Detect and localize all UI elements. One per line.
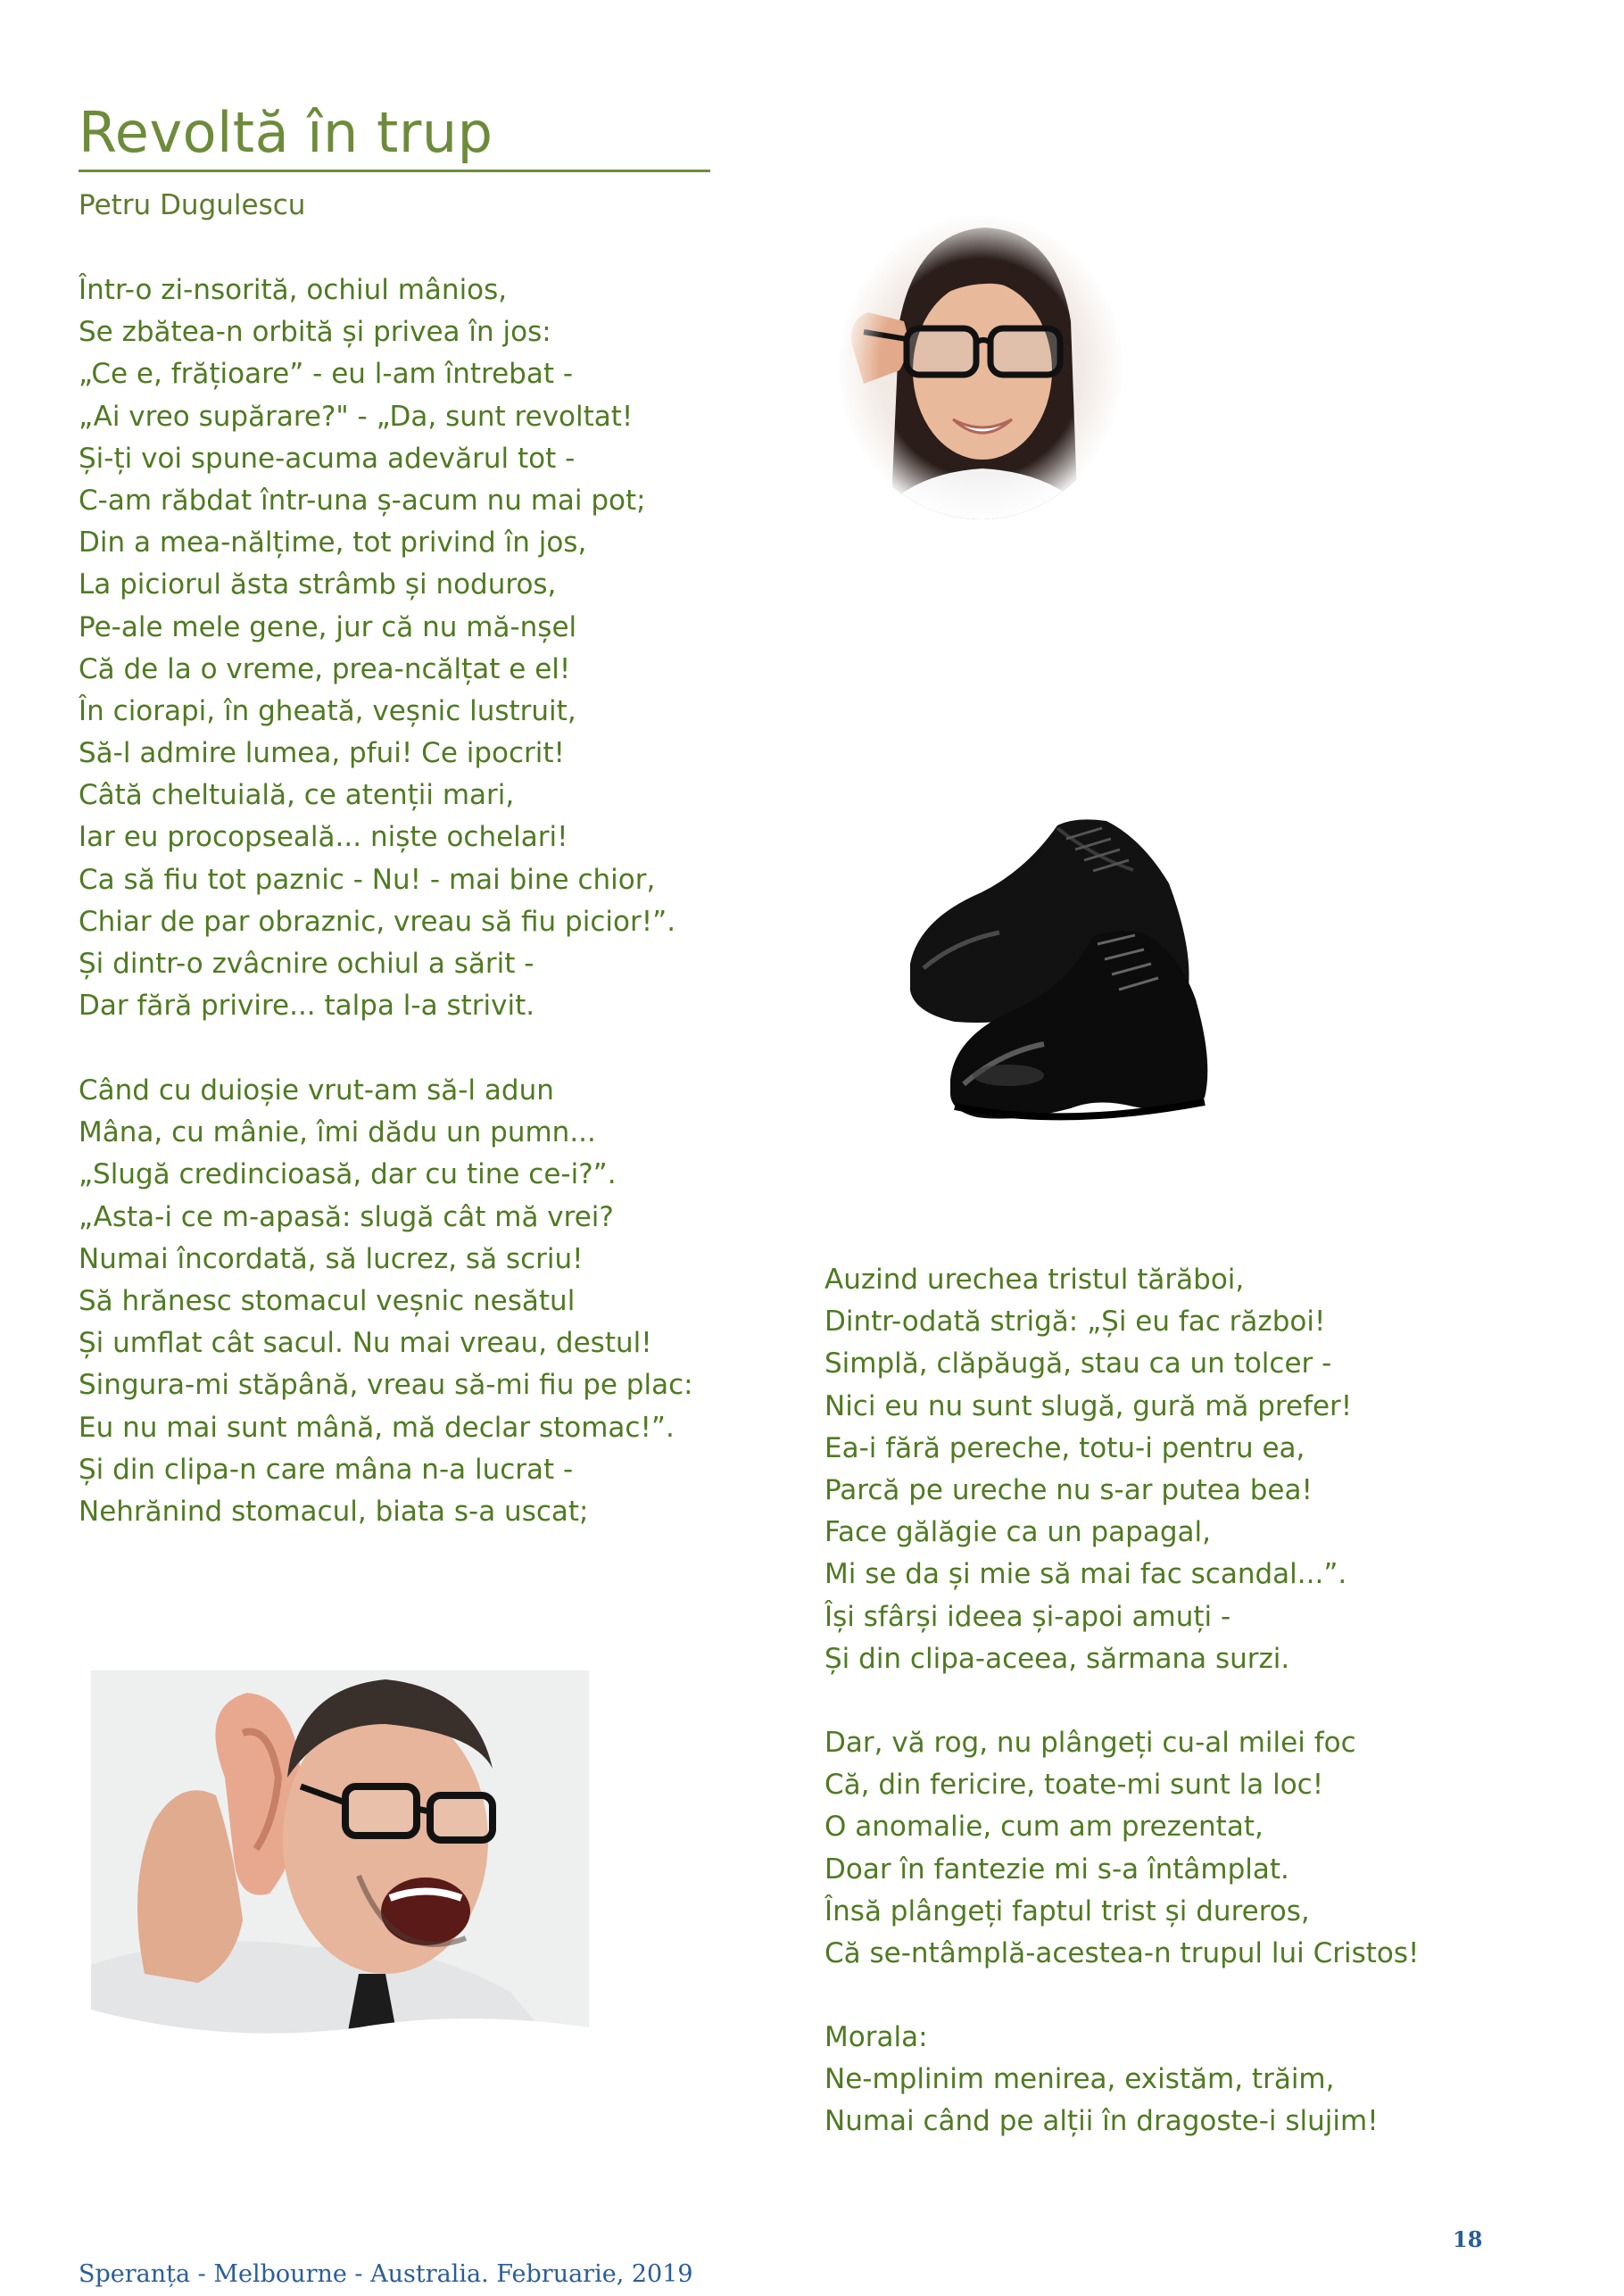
poem-line: Nehrănind stomacul, biata s-a uscat; <box>79 1495 589 1528</box>
poem-line: Și din clipa-n care mâna n-a lucrat - <box>79 1453 574 1486</box>
poem-line: Pe-ale mele gene, jur că nu mă-nșel <box>79 610 577 643</box>
stanza-1 <box>79 269 675 1027</box>
poem-line: „Ai vreo supărare?" - „Da, sunt revoltat! <box>79 400 634 433</box>
poem-title: Revoltă în trup <box>79 100 493 165</box>
poem-line: Se zbătea-n orbită și privea în jos: <box>79 316 551 349</box>
poem-line: Câtă cheltuială, ce atenții mari, <box>79 779 515 812</box>
poem-line: Că de la o vreme, prea-ncălțat e el! <box>79 652 571 685</box>
poem-line: Nici eu nu sunt slugă, gură mă prefer! <box>824 1389 1353 1422</box>
poem-author: Petru Dugulescu <box>79 189 306 221</box>
poem-line: În ciorapi, în gheată, veșnic lustruit, <box>79 694 576 727</box>
black-shoes-image <box>901 785 1222 1124</box>
poem-line: Doar în fantezie mi s-a întâmplat. <box>824 1853 1289 1886</box>
stanza-3 <box>824 1259 1352 1680</box>
poem-line: Își sfârși ideea și-apoi amuți - <box>824 1600 1231 1633</box>
poem-line: O anomalie, cum am prezentat, <box>824 1811 1264 1844</box>
poem-line: Când cu duioșie vrut-am să-l adun <box>79 1074 554 1107</box>
poem-line: Să-l admire lumea, pfui! Ce ipocrit! <box>79 737 565 770</box>
poem-line: Singura-mi stăpână, vreau să-mi fiu pe plac: <box>79 1369 693 1402</box>
poem-line: Dintr-odată strigă: „Și eu fac război! <box>824 1305 1326 1339</box>
poem-line: Parcă pe ureche nu s-ar putea bea! <box>824 1473 1313 1506</box>
page-number: 18 <box>1453 2226 1483 2252</box>
poem-line: Ea-i fără pereche, totu-i pentru ea, <box>824 1431 1305 1464</box>
poem-line: C-am răbdat într-una ș-acum nu mai pot; <box>79 484 646 517</box>
poem-line: Mi se da și mie să mai fac scandal...”. <box>824 1558 1347 1591</box>
poem-line: „Ce e, frățioare” - eu l-am întrebat - <box>79 358 574 391</box>
poem-line: „Slugă credincioasă, dar cu tine ce-i?”. <box>79 1158 617 1191</box>
title-underline <box>79 170 710 172</box>
stanza-2 <box>79 1070 693 1533</box>
poem-line: Ne-mplinim menirea, existăm, trăim, <box>824 2063 1335 2096</box>
poem-line: Dar fără privire... talpa l-a strivit. <box>79 990 535 1023</box>
poem-line: Mâna, cu mânie, îmi dădu un pumn... <box>79 1116 596 1149</box>
poem-line: Într-o zi-nsorită, ochiul mânios, <box>79 274 508 306</box>
stanza-4 <box>824 1722 1419 1975</box>
poem-line: Simplă, clăpăugă, stau ca un tolcer - <box>824 1347 1332 1380</box>
poem-line: Dar, vă rog, nu plângeți cu-al milei foc <box>824 1727 1356 1759</box>
poem-line: „Asta-i ce m-apasă: slugă cât mă vrei? <box>79 1200 614 1233</box>
poem-line: Și umflat cât sacul. Nu mai vreau, destul! <box>79 1327 652 1360</box>
poem-line: Și din clipa-aceea, sărmana surzi. <box>824 1642 1290 1675</box>
poem-line: Morala: <box>824 2021 928 2053</box>
poem-line: Și-ți voi spune-acuma adevărul tot - <box>79 442 576 475</box>
poem-line: Ca să fiu tot paznic - Nu! - mai bine chior, <box>79 863 656 896</box>
poem-line: Că se-ntâmplă-acestea-n trupul lui Cristos! <box>824 1936 1420 1969</box>
poem-line: La piciorul ăsta strâmb și noduros, <box>79 568 557 601</box>
footer-publication: Speranța - Melbourne - Australia. Februarie, 2019 <box>79 2260 693 2288</box>
poem-line: Să hrănesc stomacul veșnic nesătul <box>79 1284 576 1317</box>
poem-line: Face gălăgie ca un papagal, <box>824 1516 1211 1549</box>
man-listening-image <box>91 1670 589 2045</box>
poem-line: Iar eu procopseală... niște ochelari! <box>79 821 568 854</box>
poem-line: Eu nu mai sunt mână, mă declar stomac!”. <box>79 1411 675 1444</box>
poem-line: Auzind urechea tristul tărăboi, <box>824 1264 1245 1296</box>
poem-line: Că, din fericire, toate-mi sunt la loc! <box>824 1769 1324 1802</box>
poem-line: Însă plângeți faptul trist și dureros, <box>824 1894 1310 1927</box>
poem-line: Numai când pe alții în dragoste-i slujim! <box>824 2105 1379 2138</box>
poem-line: Numai încordată, să lucrez, să scriu! <box>79 1242 584 1275</box>
stanza-5 <box>824 2017 1379 2143</box>
poem-line: Din a mea-nălțime, tot privind în jos, <box>79 526 587 559</box>
woman-glasses-image <box>837 214 1124 522</box>
poem-line: Și dintr-o zvâcnire ochiul a sărit - <box>79 948 534 980</box>
poem-line: Chiar de par obraznic, vreau să fiu picior!”. <box>79 905 676 938</box>
